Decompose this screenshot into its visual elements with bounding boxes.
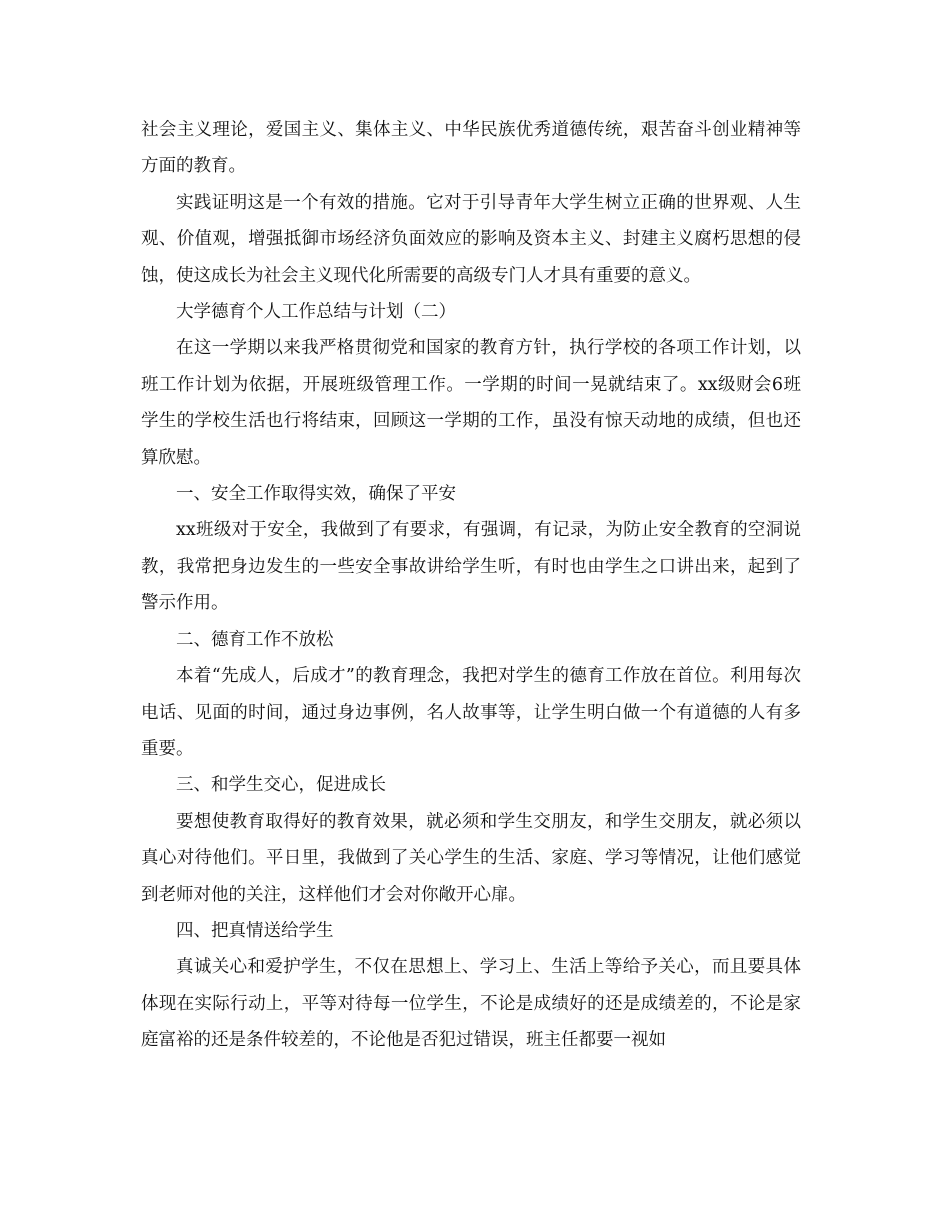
paragraph: 四、把真情送给学生	[176, 920, 334, 941]
paragraph: 社会主义理论，爱国主义、集体主义、中华民族优秀道德传统，艰苦奋斗创业精神等方面的教育。	[141, 120, 801, 177]
paragraph: 三、和学生交心，促进成长	[176, 775, 386, 796]
paragraph: 一、安全工作取得实效，确保了平安	[176, 484, 456, 505]
document-page	[141, 112, 801, 1059]
paragraph: 实践证明这是一个有效的措施。它对于引导青年大学生树立正确的世界观、人生观、价值观，增强抵御市场经济负面效应的影响及资本主义、封建主义腐朽思想的侵蚀，使这成长为社会主义现代化所需要的高级专门人才具有重要的意义。	[141, 192, 801, 286]
paragraph: 在这一学期以来我严格贯彻党和国家的教育方针，执行学校的各项工作计划，以班工作计划为依据，开展班级管理工作。一学期的时间一晃就结束了。xx级财会6班学生的学校生活也行将结束，回顾这一学期的工作，虽没有惊天动地的成绩，但也还算欣慰。	[141, 338, 801, 468]
paragraph: 要想使教育取得好的教育效果，就必须和学生交朋友，和学生交朋友，就必须以真心对待他们。平日里，我做到了关心学生的生活、家庭、学习等情况，让他们感觉到老师对他的关注，这样他们才会对你敞开心扉。	[141, 811, 801, 905]
paragraph: 大学德育个人工作总结与计划（二）	[176, 302, 456, 323]
paragraph: 真诚关心和爱护学生，不仅在思想上、学习上、生活上等给予关心，而且要具体体现在实际行动上，平等对待每一位学生，不论是成绩好的还是成绩差的，不论是家庭富裕的还是条件较差的，不论他是否犯过错误，班主任都要一视如	[141, 957, 801, 1051]
paragraph: 本着“先成人，后成才”的教育理念，我把对学生的德育工作放在首位。利用每次电话、见面的时间，通过身边事例，名人故事等，让学生明白做一个有道德的人有多重要。	[141, 666, 801, 759]
paragraph: xx班级对于安全，我做到了有要求，有强调，有记录，为防止安全教育的空洞说教，我常把身边发生的一些安全事故讲给学生听，有时也由学生之口讲出来，起到了警示作用。	[141, 520, 801, 614]
paragraph: 二、德育工作不放松	[176, 629, 334, 650]
